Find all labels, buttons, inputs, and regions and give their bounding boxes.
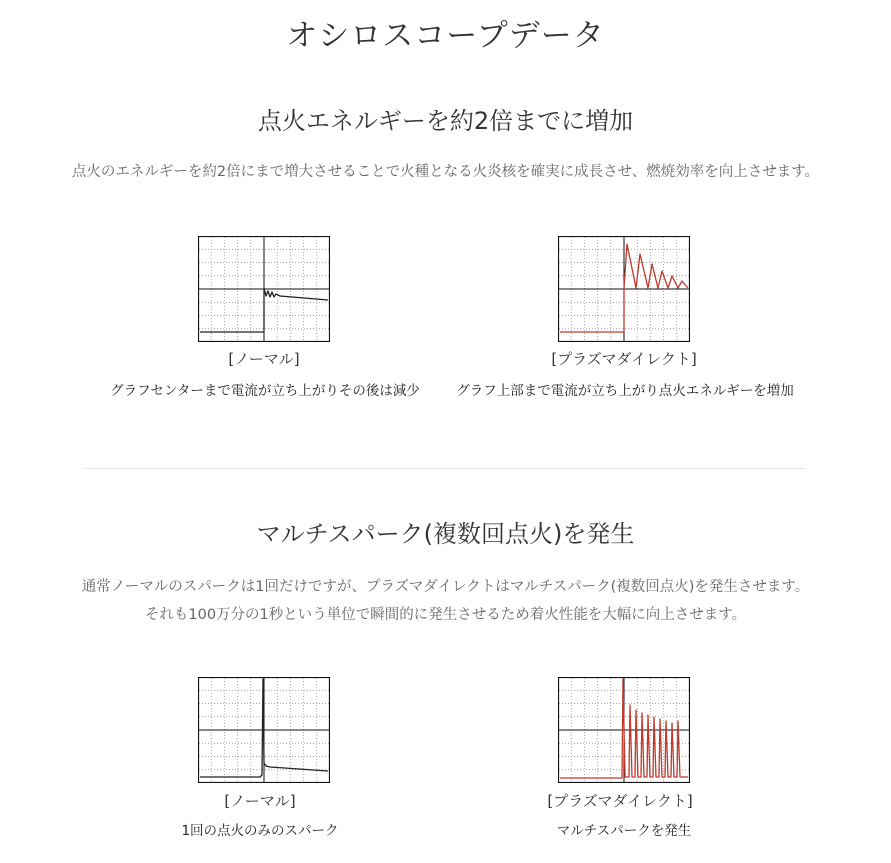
section-description-line-2: それも100万分の1秒という単位で瞬間的に発生させるため着火性能を大幅に向上させます。	[144, 607, 747, 623]
section-description-text: 点火のエネルギーを約2倍にまで増大させることで火種となる火炎核を確実に成長させ、燃焼効率を向上させます。	[71, 164, 820, 180]
oscilloscope-plasma-spark	[558, 677, 690, 783]
section-divider	[84, 468, 806, 469]
oscilloscope-normal-spark	[198, 677, 330, 783]
section-title-multispark: マルチスパーク(複数回点火)を発生	[256, 520, 635, 548]
section-title-energy: 点火エネルギーを約2倍までに増加	[257, 107, 634, 135]
scope-label-normal: [ノーマル]	[228, 350, 300, 368]
scope-caption-plasma: グラフ上部まで電流が立ち上がり点火エネルギーを増加	[456, 383, 794, 399]
section-description-energy	[70, 158, 821, 186]
page-title: オシロスコープデータ	[286, 18, 605, 54]
scope-caption-normal-2: 1回の点火のみのスパーク	[181, 823, 339, 839]
scope-caption-plasma-2: マルチスパークを発生	[556, 823, 692, 839]
section-description-multispark	[70, 573, 821, 629]
section-description-line-1: 通常ノーマルのスパークは1回だけですが、プラズマダイレクトはマルチスパーク(複数回点火)を発生させます。	[81, 579, 810, 595]
oscilloscope-plasma-energy	[558, 236, 690, 342]
oscilloscope-normal-energy	[198, 236, 330, 342]
scope-label-normal-2: [ノーマル]	[224, 792, 296, 810]
scope-caption-normal: グラフセンターまで電流が立ち上がりその後は減少	[110, 383, 420, 399]
scope-label-plasma-2: [プラズマダイレクト]	[547, 792, 693, 810]
scope-label-plasma: [プラズマダイレクト]	[551, 350, 697, 368]
